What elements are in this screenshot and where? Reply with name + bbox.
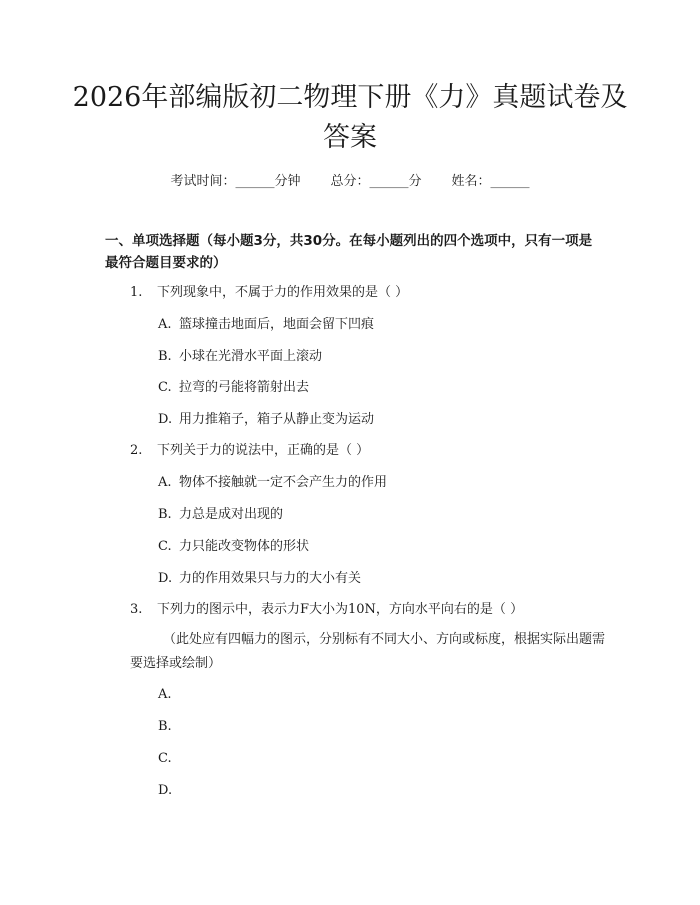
option-letter: A. [158,687,172,702]
section-heading: 一、单项选择题（每小题3分，共30分。在每小题列出的四个选项中，只有一项是最符合题目要求的） [105,233,593,271]
option-letter: D. [158,783,173,798]
option-letter: B. [158,719,172,734]
q3-option-b [158,717,179,737]
exam-time: 考试时间：______分钟 [170,174,301,189]
option-letter: D. [158,412,173,427]
question-1 [130,283,408,303]
option-letter: C. [158,539,172,554]
option-letter: B. [158,507,172,522]
question-text: 下列力的图示中，表示力F大小为10N，方向水平向右的是（ ） [157,602,524,617]
question-number: 2. [130,443,143,458]
exam-meta [0,170,700,189]
question-text: 下列关于力的说法中，正确的是（ ） [157,443,370,458]
q1-option-c [158,378,309,398]
option-text: 力只能改变物体的形状 [179,539,310,554]
q3-option-c [158,749,179,769]
q3-option-d [158,781,179,801]
option-letter: A. [158,475,172,490]
question-number: 1. [130,285,143,300]
option-text: 小球在光滑水平面上滚动 [179,349,323,364]
option-text: 物体不接触就一定不会产生力的作用 [179,475,388,490]
figure-placeholder-note: （此处应有四幅力的图示，分别标有不同大小、方向或标度，根据实际出题需要选择或绘制） [130,632,606,671]
page-title: 2026年部编版初二物理下册《力》真题试卷及答案 [72,82,628,153]
option-text: 拉弯的弓能将箭射出去 [179,380,310,395]
option-text: 篮球撞击地面后，地面会留下凹痕 [179,317,375,332]
q1-option-a [158,315,374,335]
student-name: 姓名：______ [451,174,530,189]
option-letter: C. [158,751,172,766]
option-text: 用力推箱子，箱子从静止变为运动 [179,412,375,427]
option-letter: B. [158,349,172,364]
option-letter: A. [158,317,172,332]
total-score: 总分：______分 [330,174,422,189]
q2-option-a [158,473,387,493]
q1-option-b [158,347,322,367]
option-text: 力总是成对出现的 [179,507,284,522]
question-number: 3. [130,602,143,617]
q1-option-d [158,410,374,430]
q2-option-d [158,569,361,589]
q3-option-a [158,685,179,705]
option-letter: C. [158,380,172,395]
q2-option-c [158,537,309,557]
question-2 [130,441,369,461]
option-letter: D. [158,571,173,586]
question-text: 下列现象中，不属于力的作用效果的是（ ） [157,285,409,300]
option-text: 力的作用效果只与力的大小有关 [179,571,362,586]
q2-option-b [158,505,283,525]
question-3 [130,600,523,620]
